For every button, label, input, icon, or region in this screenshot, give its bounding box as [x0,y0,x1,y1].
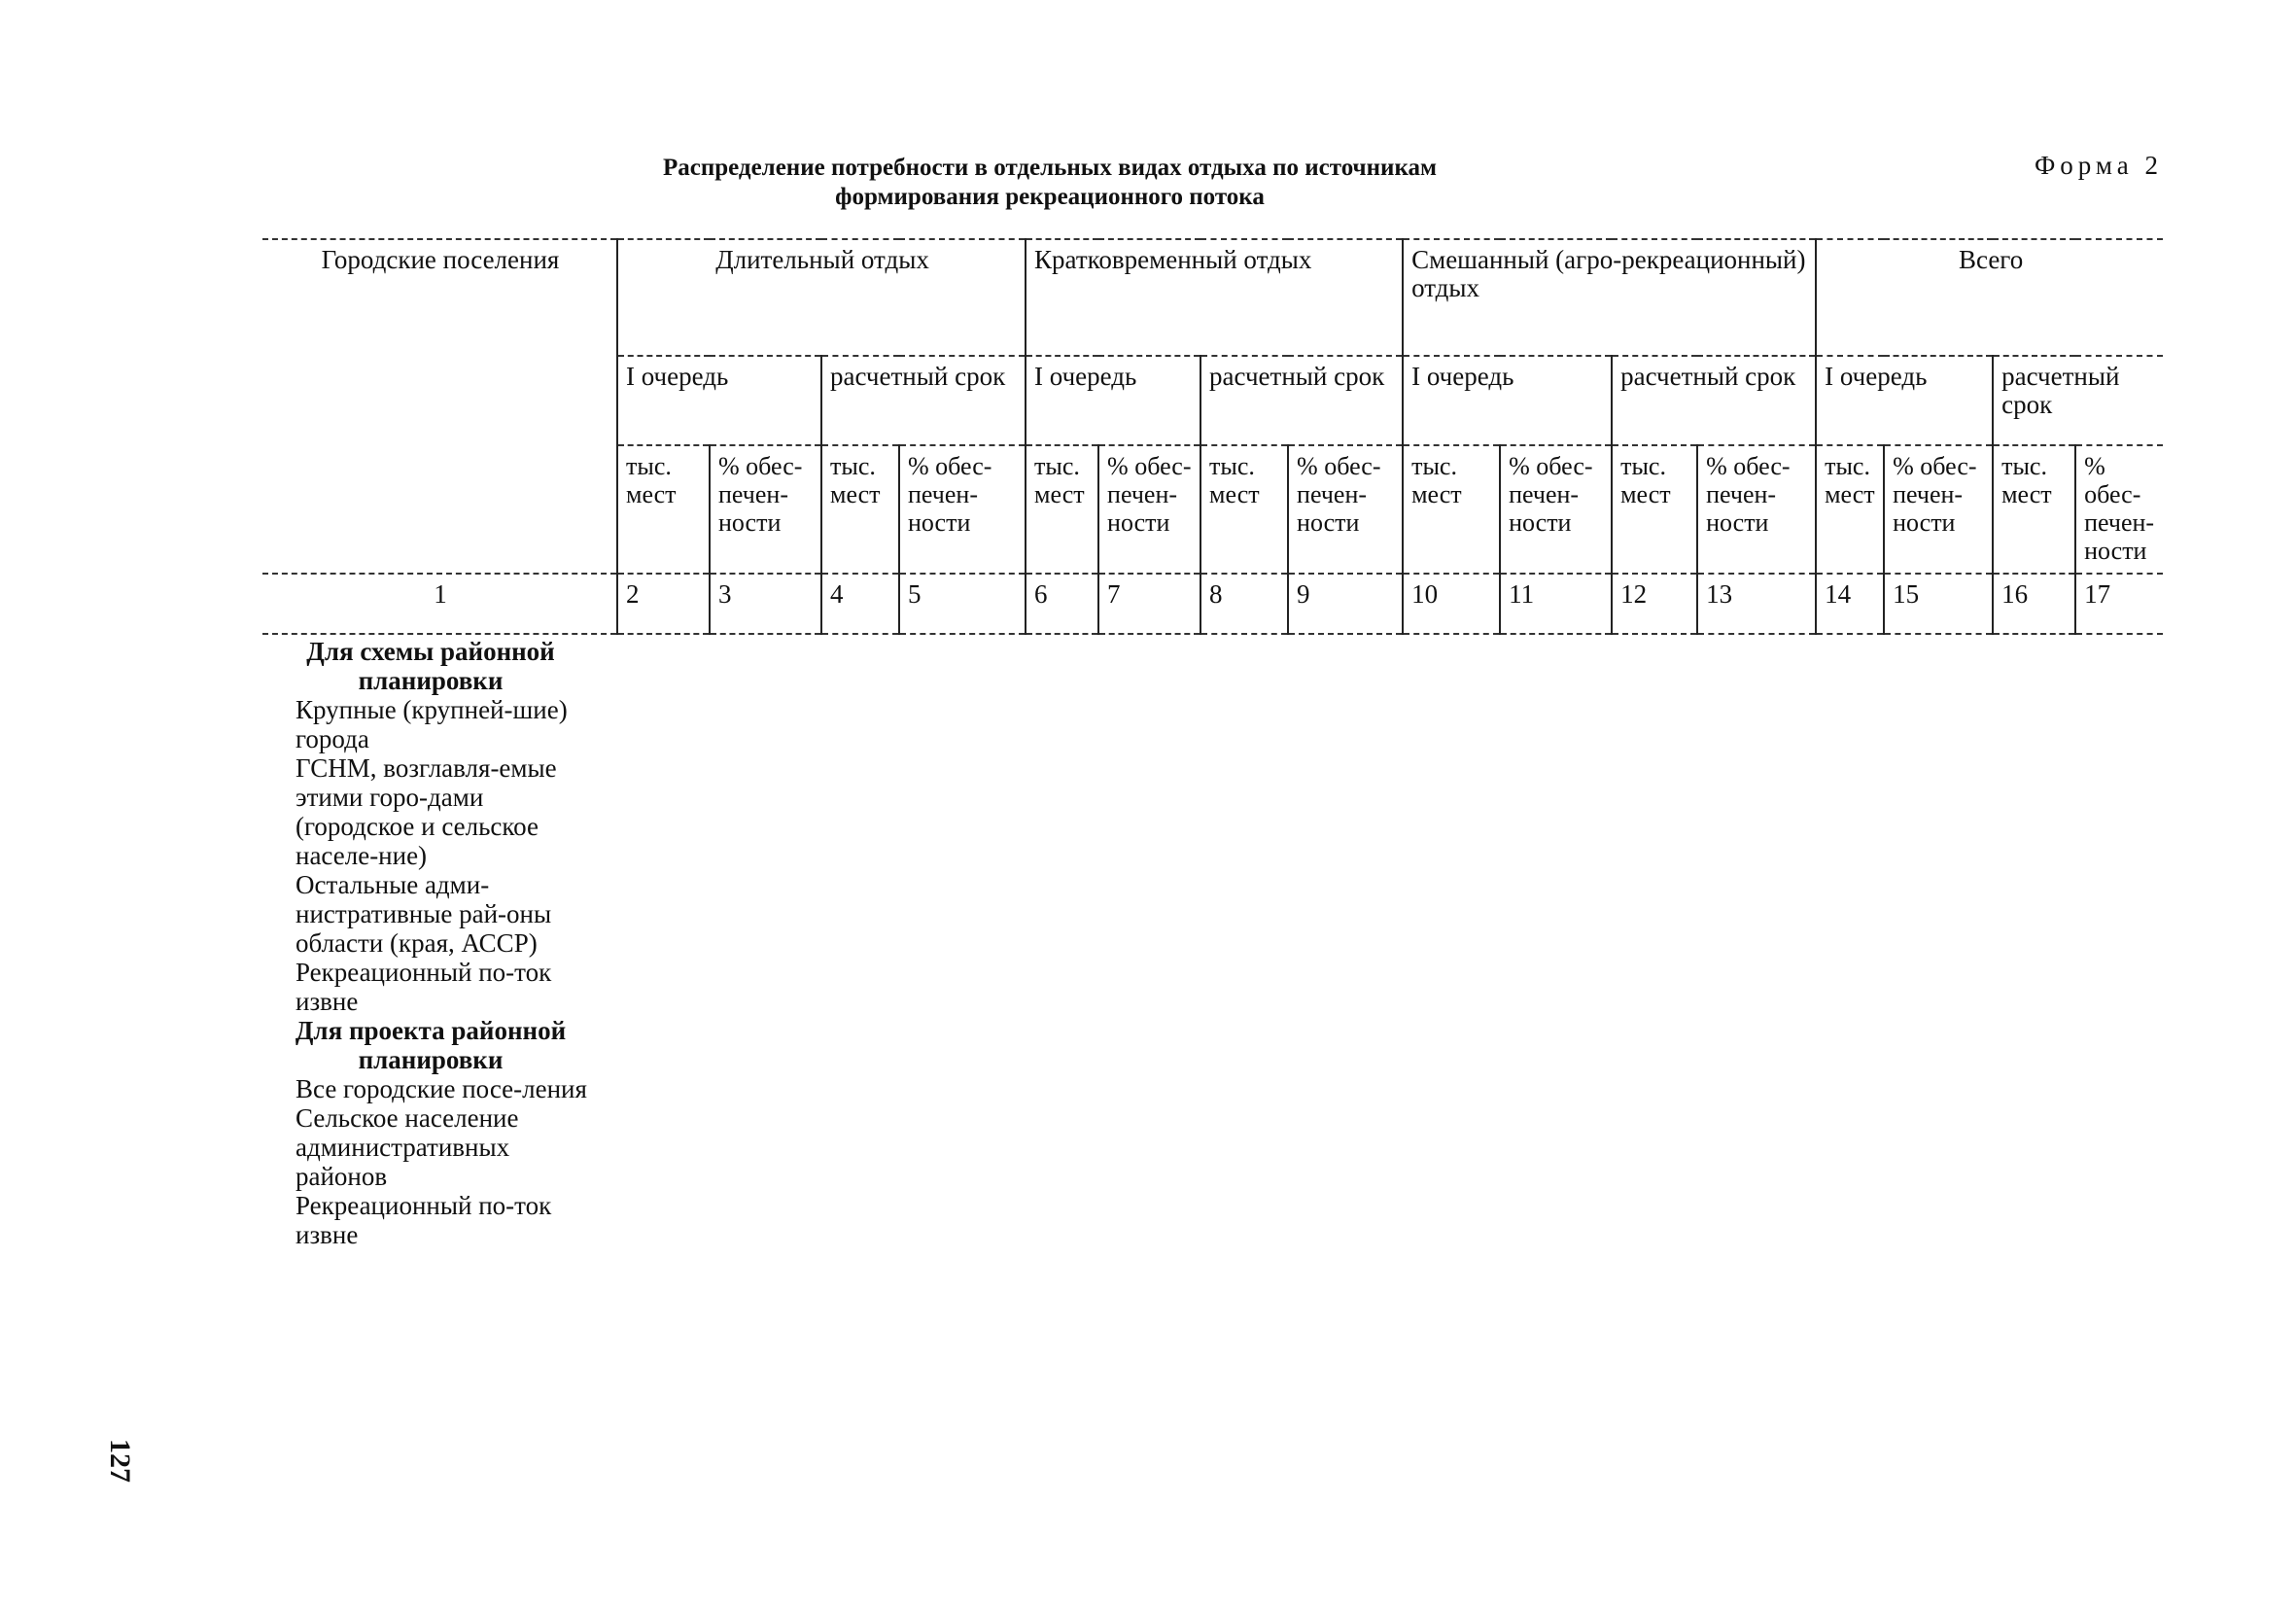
row-label: Рекреационный по-ток извне [296,1191,552,1249]
unit-places: тыс. мест [1403,445,1500,574]
unit-percent: % обес-печен-ности [899,445,1026,574]
col-num: 4 [821,574,899,634]
unit-places: тыс. мест [617,445,710,574]
period-calc: расчетный срок [1200,356,1403,445]
period-calc: расчетный срок [1993,356,2163,445]
group-mixed-rest: Смешанный (агро-рекреационный) отдых [1403,239,1816,356]
header-row-groups [262,239,2163,356]
page-number: 127 [104,1439,136,1483]
col-num: 12 [1612,574,1697,634]
form-label: Форма 2 [2034,151,2163,180]
period-calc: расчетный срок [1612,356,1816,445]
group-total: Всего [1816,239,2163,356]
form-table [262,238,2163,635]
unit-places: тыс. мест [1816,445,1884,574]
col-num: 5 [899,574,1026,634]
col-num: 7 [1098,574,1200,634]
col-num: 14 [1816,574,1884,634]
col-num: 2 [617,574,710,634]
row-label: Рекреационный по-ток извне [296,958,552,1016]
unit-percent: % обес-печен-ности [1500,445,1612,574]
col-num: 13 [1697,574,1816,634]
row-label: ГСНМ, возглавля-емые этими горо-дами (городское и сельское населе-ние) [296,753,557,870]
row-label: Все городские посе-ления [296,1074,587,1103]
col-num: 11 [1500,574,1612,634]
col-num: 8 [1200,574,1288,634]
period-first: I очередь [1816,356,1993,445]
unit-places: тыс. мест [1612,445,1697,574]
section-project: Для проекта районной планировки [295,1016,567,1074]
col-num: 1 [262,574,617,634]
period-first: I очередь [1403,356,1612,445]
unit-places: тыс. мест [821,445,899,574]
unit-places: тыс. мест [1993,445,2075,574]
title-line-2: формирования рекреационного потока [835,184,1265,210]
period-calc: расчетный срок [821,356,1026,445]
row-labels [270,637,591,1249]
title-line-1: Распределение потребности в отдельных видах отдыха по источникам [662,155,1438,181]
col-num: 6 [1026,574,1098,634]
col-num: 10 [1403,574,1500,634]
unit-places: тыс. мест [1026,445,1098,574]
unit-percent: % обес-печен-ности [1697,445,1816,574]
group-short-rest: Кратковременный отдых [1026,239,1403,356]
row-header-cell: Городские поселения [262,239,617,574]
row-label: Остальные адми-нистративные рай-оны области (края, АССР) [296,870,552,958]
col-num: 3 [710,574,821,634]
period-first: I очередь [1026,356,1200,445]
row-label: Крупные (крупней-шие) города [296,695,568,753]
unit-percent: % обес-печен-ности [710,445,821,574]
section-scheme: Для схемы районной планировки [306,637,555,695]
col-num: 16 [1993,574,2075,634]
column-number-row [262,574,2163,634]
unit-places: тыс. мест [1200,445,1288,574]
col-num: 9 [1288,574,1403,634]
unit-percent: % обес-печен-ности [1884,445,1993,574]
period-first: I очередь [617,356,821,445]
unit-percent: % обес-печен-ности [2075,445,2163,574]
col-num: 15 [1884,574,1993,634]
unit-percent: % обес-печен-ности [1098,445,1200,574]
col-num: 17 [2075,574,2163,634]
unit-percent: % обес-печен-ности [1288,445,1403,574]
group-long-rest: Длительный отдых [617,239,1026,356]
document-title [622,154,1478,212]
row-label: Сельское население административных районов [296,1103,519,1191]
